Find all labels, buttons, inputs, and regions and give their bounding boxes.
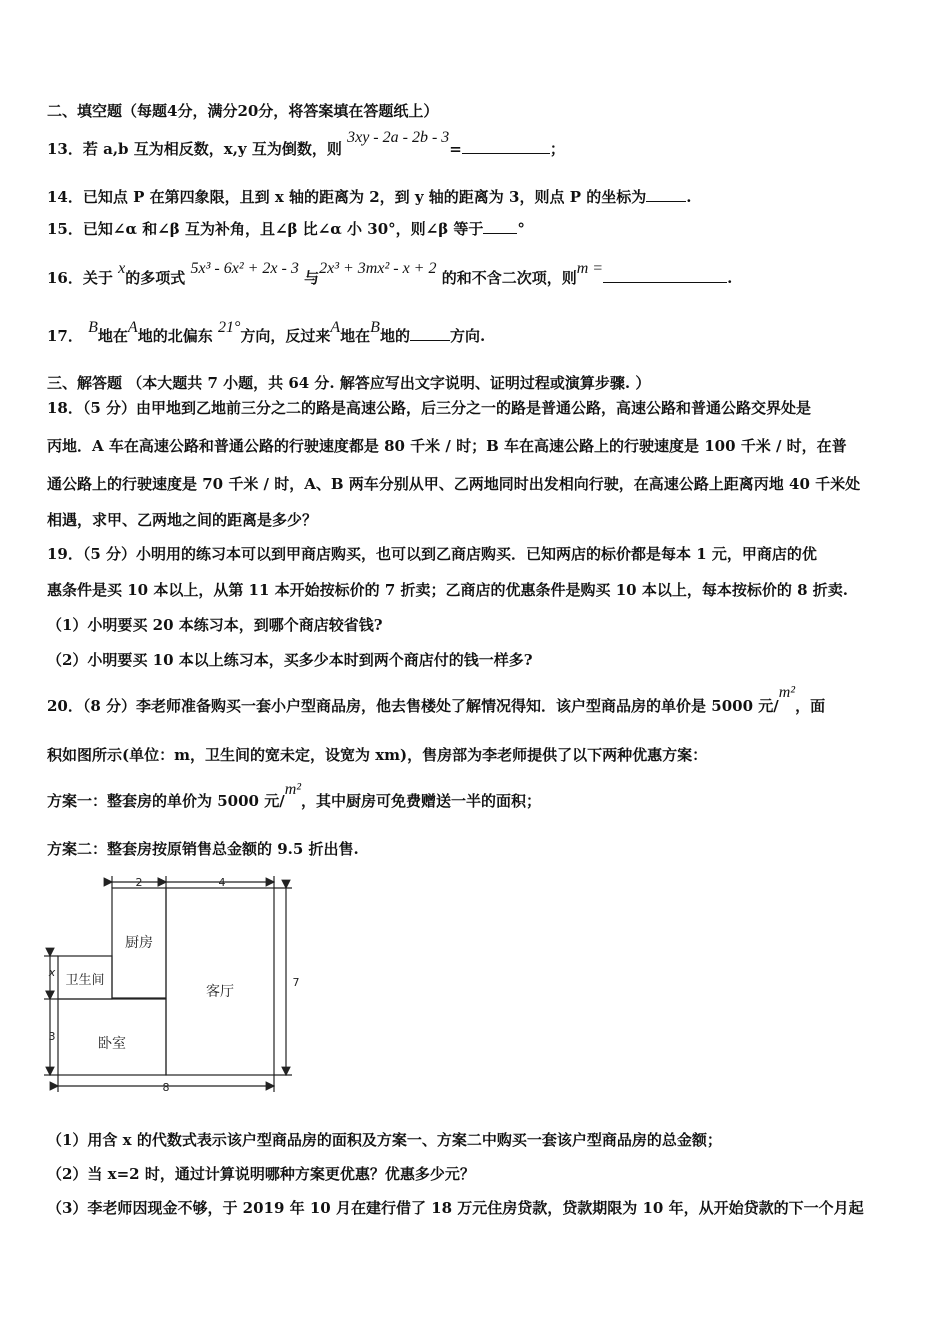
q18-line-1: 18．（5 分）由甲地到乙地前三分之二的路是高速公路，后三分之一的路是普通公路，高速公路和普通公路交界处是	[47, 399, 812, 417]
section3-heading: 三、解答题 （本大题共 7 小题，共 64 分. 解答应写出文字说明、证明过程或演算步骤. ）	[47, 374, 651, 392]
dim-top-left: 2	[135, 876, 143, 889]
dim-bottom: 8	[162, 1081, 170, 1094]
q18-line-3: 通公路上的行驶速度是 70 千米 / 时，A、B 两车分别从甲、乙两地同时出发相向行驶，在高速公路上距离丙地 40 千米处	[47, 475, 861, 493]
plan-1: 方案一：整套房的单价为 5000 元/m²，其中厨房可免费赠送一半的面积；	[47, 781, 542, 810]
q20-sub-3: （3）李老师因现金不够，于 2019 年 10 月在建行借了 18 万元住房贷款，贷款期限为 10 年，从开始贷款的下一个月起	[47, 1199, 864, 1217]
polynomial-1: 5x³ - 6x² + 2x - 3	[190, 260, 299, 277]
question-13: 13．若 a,b 互为相反数，x,y 互为倒数，则 3xy - 2a - 2b - 3= ；	[47, 129, 565, 158]
q19-line-2: 惠条件是买 10 本以上，从第 11 本开始按标价的 7 折卖；乙商店的优惠条件是购买 10 本以上，每本按标价的 8 折卖.	[47, 581, 848, 599]
q19-line-1: 19．（5 分）小明用的练习本可以到甲商店购买，也可以到乙商店购买．已知两店的标价都是每本 1 元，甲商店的优	[47, 545, 817, 563]
q20-sub-2: （2）当 x=2 时，通过计算说明哪种方案更优惠？优惠多少元？	[47, 1165, 475, 1183]
bathroom-label: 卫生间	[65, 973, 105, 988]
dim-top-right: 4	[218, 876, 226, 889]
answer-blank[interactable]	[462, 139, 550, 154]
q13-expression: 3xy - 2a - 2b - 3	[347, 129, 450, 146]
dim-left-3: 3	[48, 1030, 56, 1043]
dim-right: 7	[292, 976, 300, 989]
bedroom-label: 卧室	[98, 1036, 126, 1052]
q19-sub-2: （2）小明要买 10 本以上练习本，买多少本时到两个商店付的钱一样多?	[47, 651, 533, 669]
answer-blank[interactable]	[603, 268, 727, 283]
question-17: 17． B地在A地的北偏东 21°方向，反过来A地在B地的 方向.	[47, 319, 486, 345]
question-14: 14．已知点 P 在第四象限，且到 x 轴的距离为 2，到 y 轴的距离为 3，则点 P 的坐标为 .	[47, 188, 692, 206]
section2-heading: 二、填空题（每题4分，满分20分，将答案填在答题纸上）	[47, 102, 439, 120]
polynomial-2: 2x³ + 3mx² - x + 2	[319, 260, 437, 277]
question-16: 16．关于 x的多项式 5x³ - 6x² + 2x - 3 与2x³ + 3mx² - x + 2 的和不含二次项，则m =.	[47, 260, 733, 287]
question-15: 15．已知∠α 和∠β 互为补角，且∠β 比∠α 小 30°，则∠β 等于 °	[47, 220, 525, 238]
q20-sub-1: （1）用含 x 的代数式表示该户型商品房的面积及方案一、方案二中购买一套该户型商品房的总金额；	[47, 1131, 722, 1149]
living-room	[166, 888, 274, 1075]
plan-2: 方案二：整套房按原销售总金额的 9.5 折出售.	[47, 840, 359, 858]
living-label: 客厅	[206, 984, 234, 1000]
floor-plan-diagram	[40, 868, 310, 1098]
q19-sub-1: （1）小明要买 20 本练习本，到哪个商店较省钱?	[47, 616, 383, 634]
q18-line-2: 丙地．A 车在高速公路和普通公路的行驶速度都是 80 千米 / 时；B 车在高速公路上的行驶速度是 100 千米 / 时，在普	[47, 437, 847, 455]
answer-blank[interactable]	[483, 219, 517, 234]
q20-line-2: 积如图所示(单位：m，卫生间的宽未定，设宽为 xm)，售房部为李老师提供了以下两种优惠方案：	[47, 746, 708, 764]
kitchen-label: 厨房	[125, 935, 153, 951]
q18-line-4: 相遇，求甲、乙两地之间的距离是多少？	[47, 511, 318, 529]
unit-square-meter: m²	[778, 684, 796, 701]
q20-line-1: 20．（8 分）李老师准备购买一套小户型商品房，他去售楼处了解情况得知．该户型商品房的单价是 5000 元/m²，面	[47, 684, 826, 715]
answer-blank[interactable]	[410, 326, 450, 341]
answer-blank[interactable]	[646, 187, 686, 202]
dim-left-x: x	[48, 966, 56, 979]
